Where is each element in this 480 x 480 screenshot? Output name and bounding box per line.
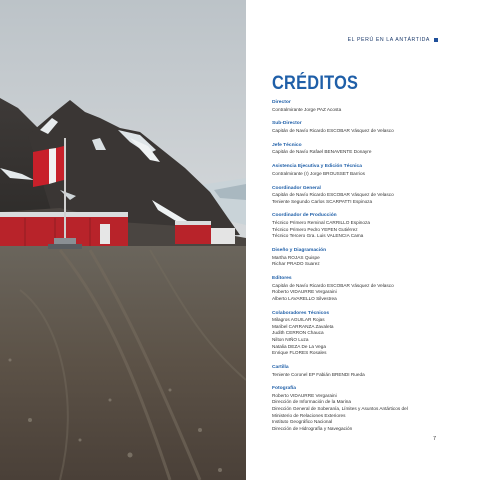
credit-role: Cartilla: [272, 364, 289, 370]
credit-name: Teniente Coronel EP Fabián BRENDI Rueda: [272, 371, 365, 377]
credit-name: Judith CERRON Chauca: [272, 330, 324, 336]
credit-name: Ministerio de Relaciones Exteriores: [272, 412, 346, 418]
credit-role: Director: [272, 100, 291, 105]
header-square-icon: [434, 38, 438, 42]
credit-section: [272, 248, 472, 268]
credit-section: [272, 386, 472, 432]
credits-list: [272, 100, 472, 441]
credit-name: Roberto VIDAURRE Vergaraini: [272, 392, 337, 398]
credit-name: Maribel CARRANZA Zavaleta: [272, 323, 334, 329]
credit-name: Capitán de Navío Ricardo ESCOBAR Vásquez de Velasco: [272, 127, 394, 133]
credit-name: Dirección General de Soberanía, Límites y Asuntos Antárticos del: [272, 406, 408, 412]
credit-name: Capitán de Navío Rafael BENAVENTE Donayre: [272, 149, 372, 155]
credit-name: Contralmirante (r) Jorge BROUSSET Barrios: [272, 170, 365, 176]
running-header: [348, 37, 438, 43]
credit-role: Fotografía: [272, 386, 296, 392]
credit-section: [272, 213, 472, 239]
credit-section: [272, 186, 472, 206]
credit-name: Milagros AGUILAR Rojas: [272, 317, 325, 323]
credit-section: [272, 365, 472, 378]
credit-section: [272, 100, 472, 113]
credit-role: Sub-Director: [272, 121, 302, 127]
credit-name: Nilton NIÑO Luza: [272, 336, 309, 342]
credit-name: Dirección de Información de la Marina: [272, 399, 351, 405]
credit-name: Técnico Tercero Gra. Luis VALENCIA Cama: [272, 233, 364, 239]
credit-role: Asistencia Ejecutiva y Edición Técnica: [272, 164, 362, 170]
credit-section: [272, 164, 472, 177]
credit-name: Enrique FLORES Rosales: [272, 350, 327, 356]
credit-name: Teniente Segundo Carlos SCARPATTI Espinoza: [272, 198, 373, 204]
credit-name: Instituto Geográfico Nacional: [272, 419, 333, 425]
credit-name: Roberto VIDAURRE Vergaraini: [272, 289, 337, 295]
credit-name: Técnico Primero Pedro YEPEN Gutiérrez: [272, 226, 358, 232]
credit-role: Coordinador de Producción: [272, 213, 337, 219]
credit-name: Técnico Primero Reminal CARRILLO Espinoza: [272, 220, 370, 226]
credit-section: [272, 143, 472, 156]
credit-name: Natalia DEZA De La Vega: [272, 343, 326, 349]
credit-name: Capitán de Navío Ricardo ESCOBAR Vásquez de Velasco: [272, 192, 394, 198]
credit-role: Jefe Técnico: [272, 142, 302, 148]
credit-role: Diseño y Diagramación: [272, 248, 327, 254]
credit-name: Contralmirante Jorge PAZ Acosta: [272, 106, 342, 112]
credit-role: Editores: [272, 276, 292, 281]
page-title: CRÉDITOS: [272, 73, 359, 94]
credit-section: [272, 276, 472, 302]
credit-name: Martha ROJAS Quispe: [272, 254, 320, 260]
credit-role: Colaboradores Técnicos: [272, 310, 330, 316]
credits-page: [246, 0, 480, 480]
credit-name: Richar PRADO Suarez: [272, 261, 320, 267]
running-header-label: EL PERÚ EN LA ANTÁRTIDA: [347, 37, 430, 43]
credit-name: Dirección de Hidrografía y Navegación: [272, 425, 353, 431]
credit-section: [272, 121, 472, 134]
credit-name: Capitán de Navío Ricardo ESCOBAR Vásquez de Velasco: [272, 282, 394, 288]
credit-role: Coordinador General: [272, 185, 321, 191]
credit-section: [272, 311, 472, 357]
page-number: 7: [432, 436, 436, 442]
credit-name: Alberto LAVARELLO Silvestrea: [272, 295, 337, 301]
